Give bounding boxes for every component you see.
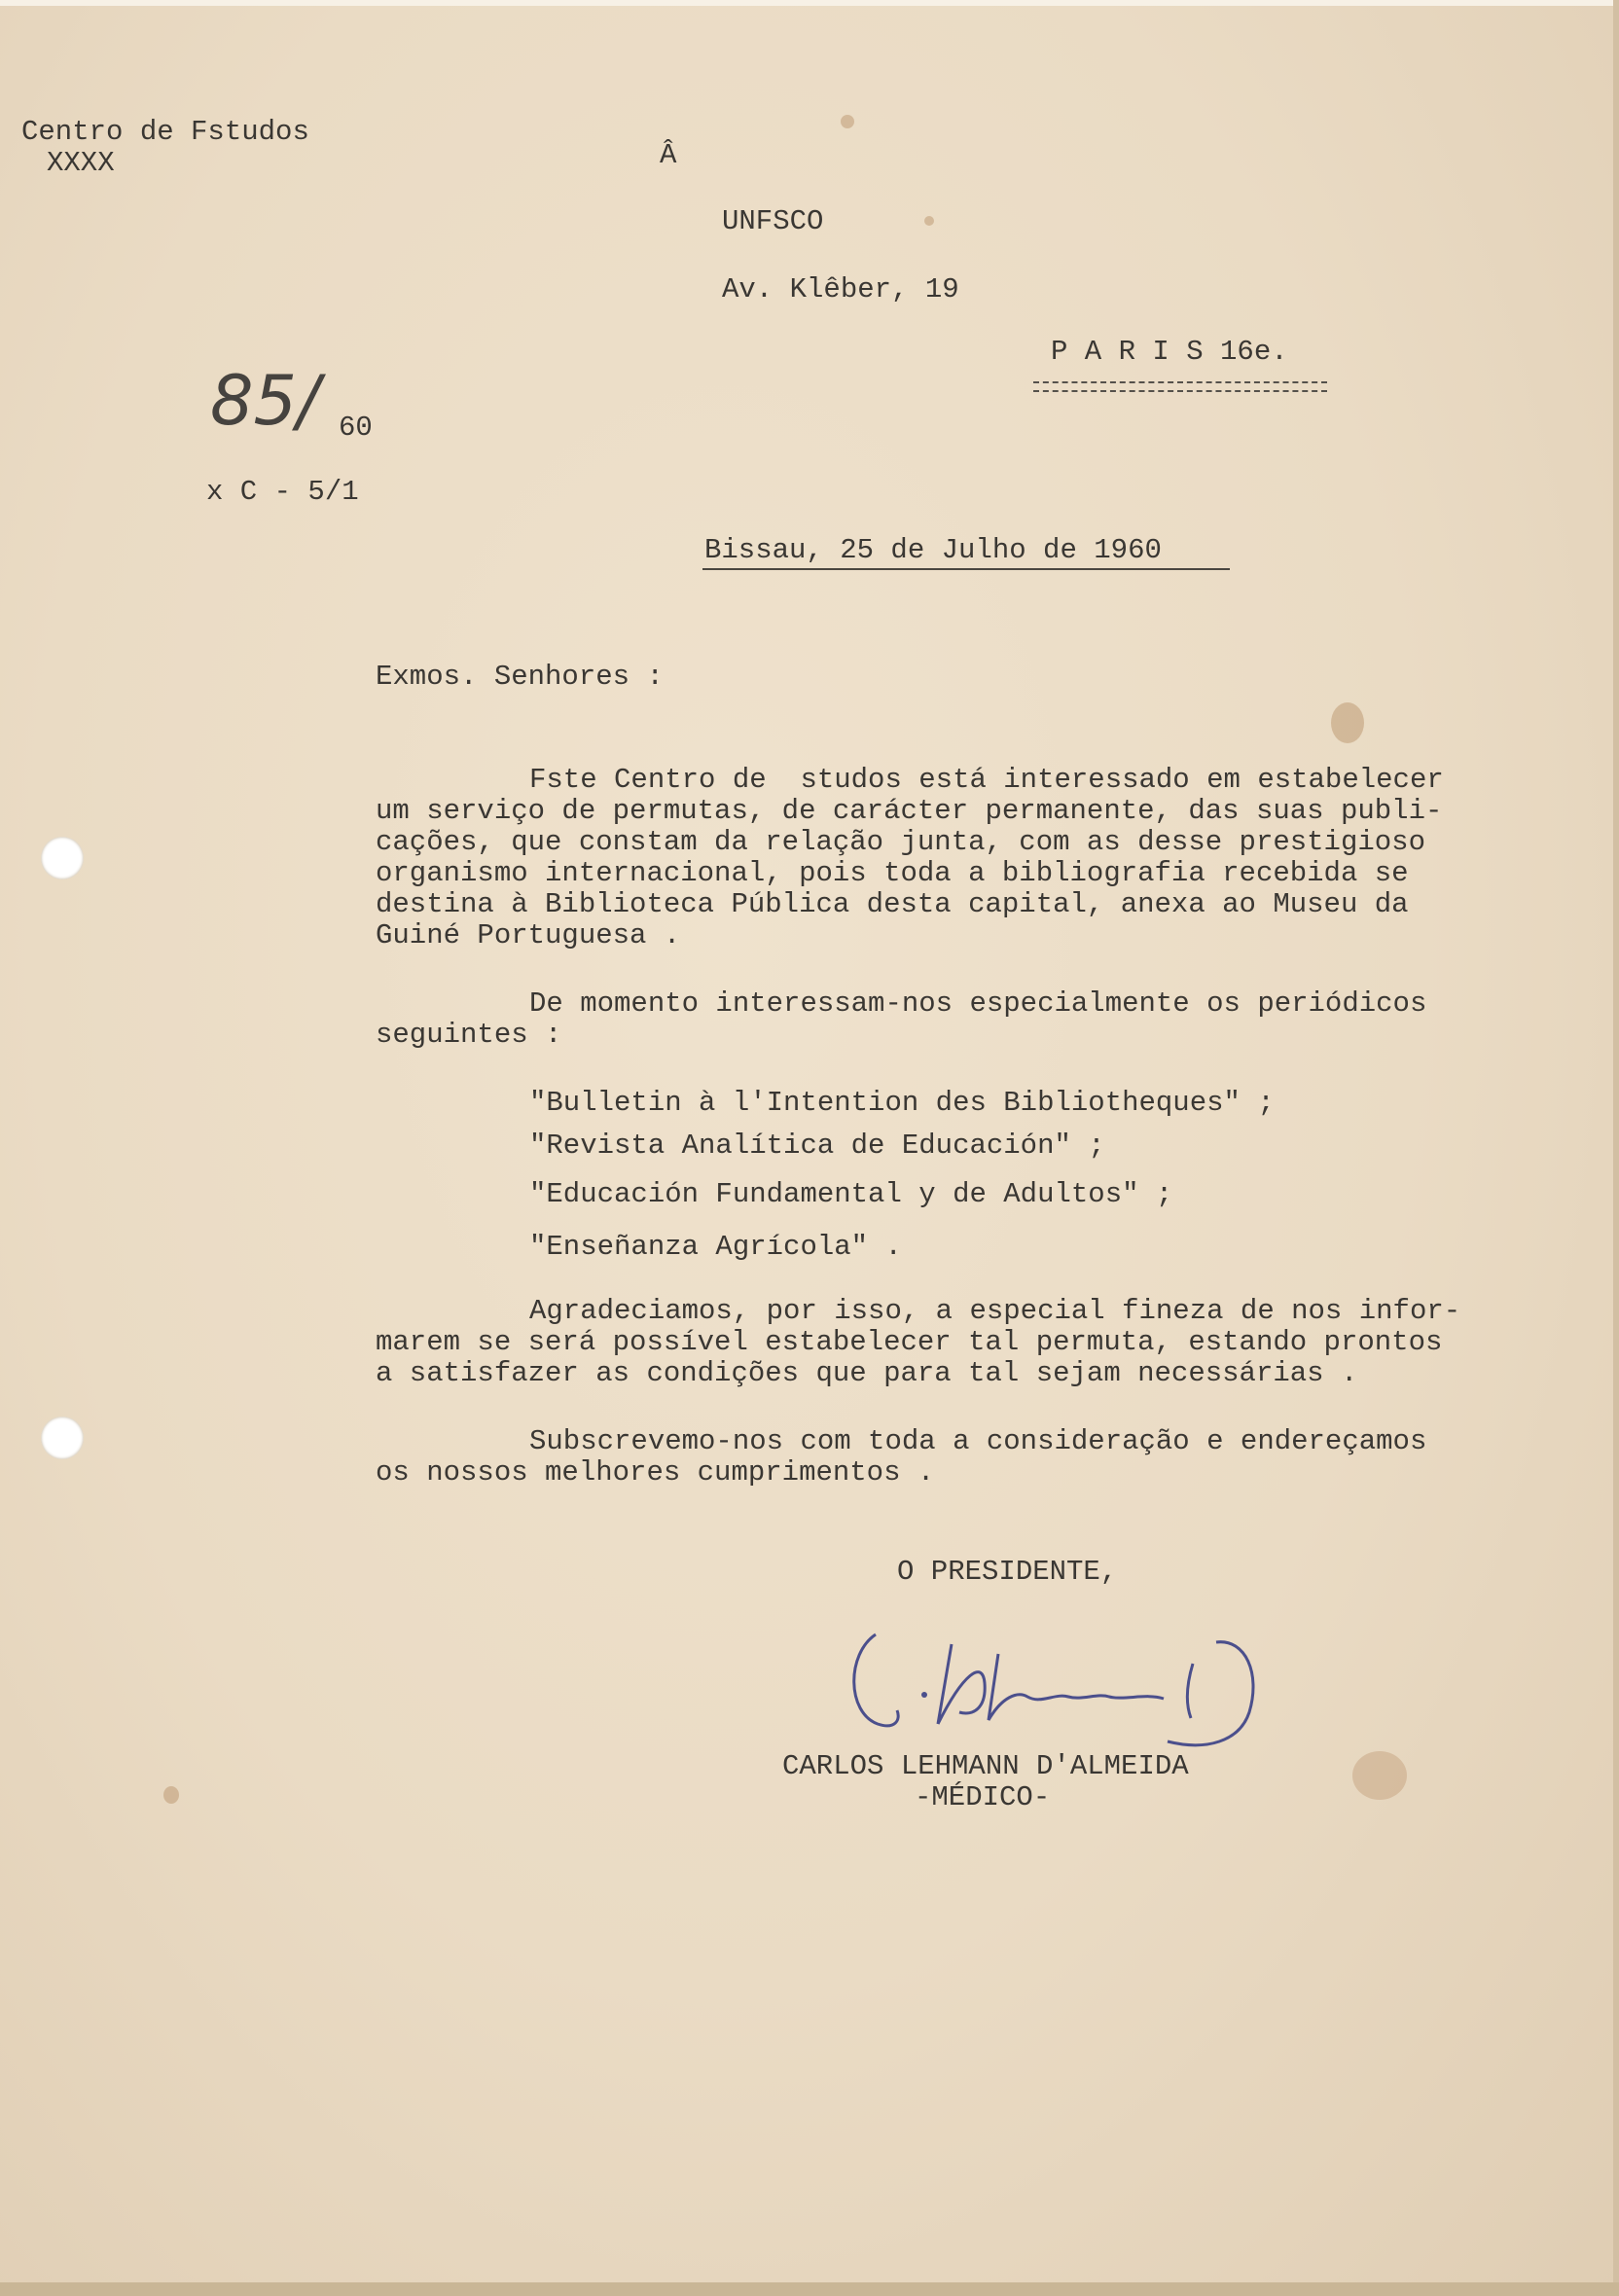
paragraph-1-line: organismo internacional, pois toda a bibliografia recebida se xyxy=(376,857,1409,889)
periodical-item: "Enseñanza Agrícola" . xyxy=(529,1231,902,1263)
paragraph-1-line: um serviço de permutas, de carácter permanente, das suas publi- xyxy=(376,795,1443,827)
handwritten-reference: 85/ xyxy=(210,361,320,441)
paragraph-3-line: a satisfazer as condições que para tal sejam necessárias . xyxy=(376,1357,1358,1389)
recipient-street: Av. Klêber, 19 xyxy=(722,273,959,305)
periodical-item: "Bulletin à l'Intention des Bibliotheques" ; xyxy=(529,1087,1275,1119)
punch-hole-bottom xyxy=(41,1417,84,1459)
paragraph-1-line: destina à Biblioteca Pública desta capital, anexa ao Museu da xyxy=(376,888,1409,920)
paragraph-1-line: Fste Centro de studos está interessado em estabelecer xyxy=(529,764,1444,796)
paragraph-2-line: seguintes : xyxy=(376,1019,562,1051)
signatory-profession: -MÉDICO- xyxy=(915,1781,1051,1813)
signatory-name: CARLOS LEHMANN D'ALMEIDA xyxy=(782,1750,1189,1782)
periodical-item: "Educación Fundamental y de Adultos" ; xyxy=(529,1178,1173,1210)
stain xyxy=(1352,1751,1407,1800)
closing-title: O PRESIDENTE, xyxy=(897,1556,1118,1588)
salutation: Exmos. Senhores : xyxy=(376,661,664,693)
recipient-name: UNFSCO xyxy=(722,205,824,237)
ink-spot xyxy=(841,115,854,128)
paragraph-1-line: cações, que constam da relação junta, com as desse prestigioso xyxy=(376,826,1425,858)
punch-hole-top xyxy=(41,837,84,879)
paragraph-4-line: Subscrevemo-nos com toda a consideração e endereçamos xyxy=(529,1425,1427,1457)
paragraph-3-line: marem se será possível estabelecer tal permuta, estando prontos xyxy=(376,1326,1443,1358)
addressee-prefix: Â xyxy=(660,139,677,171)
handwritten-signature xyxy=(837,1615,1304,1761)
ink-spot xyxy=(924,216,934,226)
paper-bottom-edge xyxy=(0,2282,1619,2296)
place-date: Bissau, 25 de Julho de 1960 xyxy=(704,534,1162,566)
sender-line-1: Centro de Fstudos xyxy=(21,116,309,148)
paragraph-4-line: os nossos melhores cumprimentos . xyxy=(376,1456,935,1489)
reference-number: 60 xyxy=(339,412,373,444)
paragraph-2-line: De momento interessam-nos especialmente os periódicos xyxy=(529,987,1427,1020)
file-code: x C - 5/1 xyxy=(206,476,359,508)
recipient-city: P A R I S 16e. xyxy=(1051,336,1288,368)
city-double-underline xyxy=(1033,381,1327,392)
paper-top-edge xyxy=(0,0,1619,6)
date-underline xyxy=(702,568,1230,570)
stain xyxy=(1331,702,1364,743)
paper-right-edge xyxy=(1613,0,1619,2296)
sender-line-2: XXXX xyxy=(47,147,115,179)
periodical-item: "Revista Analítica de Educación" ; xyxy=(529,1130,1105,1162)
ink-spot xyxy=(163,1786,179,1804)
paragraph-3-line: Agradeciamos, por isso, a especial fineza de nos infor- xyxy=(529,1295,1461,1327)
paragraph-1-line: Guiné Portuguesa . xyxy=(376,919,681,951)
